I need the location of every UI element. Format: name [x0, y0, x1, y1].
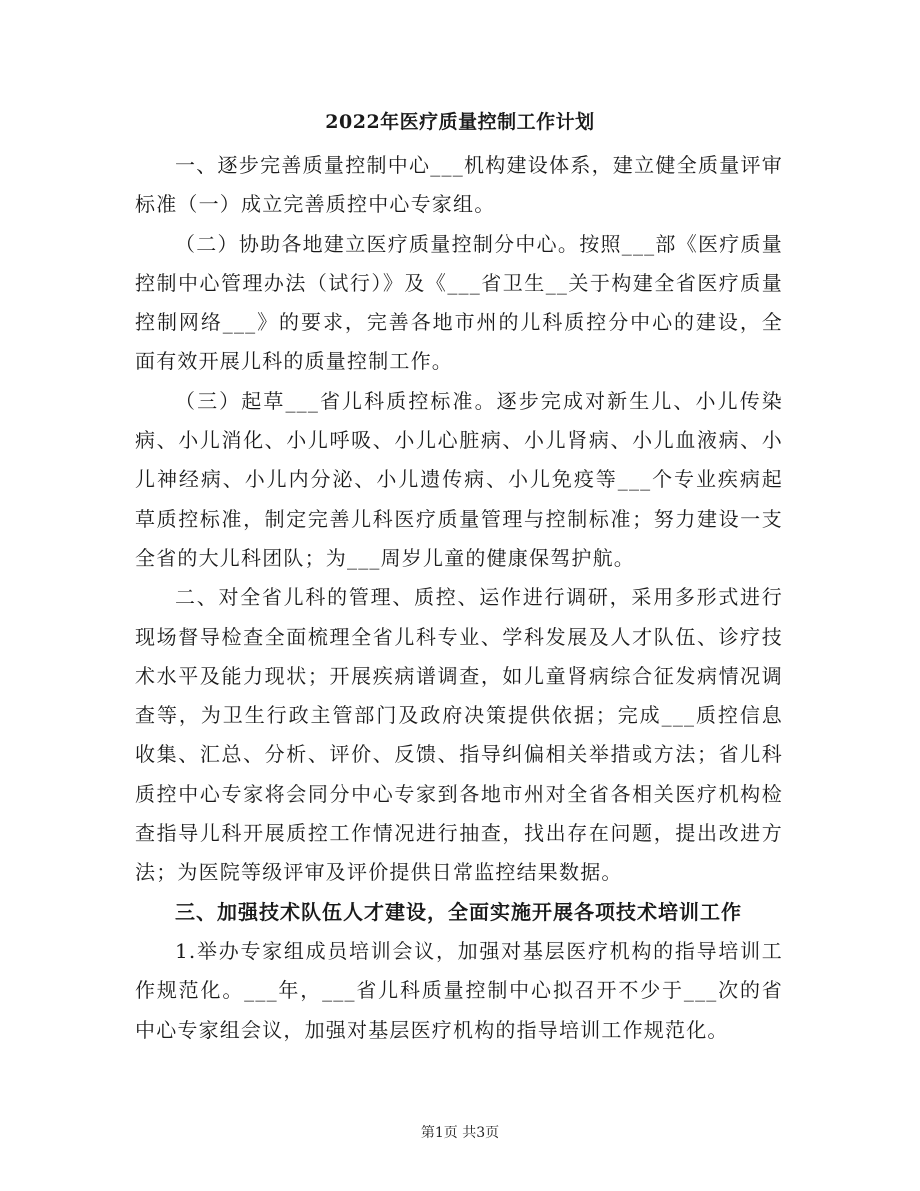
document-title: 2022年医疗质量控制工作计划: [325, 111, 595, 133]
paragraph-section-3-1: 1.举办专家组成员培训会议，加强对基层医疗机构的指导培训工作规范化。___年，___省儿科质量控制中心拟召开不少于___次的省中心专家组会议，加强对基层医疗机构的指导培训工作规范化。: [135, 938, 783, 1042]
paragraph-section-2: 二、对全省儿科的管理、质控、运作进行调研，采用多形式进行现场督导检查全面梳理全省儿科专业、学科发展及人才队伍、诊疗技术水平及能力现状；开展疾病谱调查，如儿童肾病综合征发病情况调查等，为卫生行政主管部门及政府决策提供依据；完成___质控信息收集、汇总、分析、评价、反馈、指导纠偏相关举措或方法；省儿科质控中心专家将会同分中心专家到各地市州对全省各相关医疗机构检查指导儿科开展质控工作情况进行抽查，找出存在问题，提出改进方法；为医院等级评审及评价提供日常监控结果数据。: [135, 585, 783, 885]
document-body: [135, 146, 783, 1050]
paragraph-section-1-3: （三）起草___省儿科质控标准。逐步完成对新生儿、小儿传染病、小儿消化、小儿呼吸、小儿心脏病、小儿肾病、小儿血液病、小儿神经病、小儿内分泌、小儿遗传病、小儿免疫等___个专业疾病起草质控标准，制定完善儿科医疗质量管理与控制标准；努力建设一支全省的大儿科团队；为___周岁儿童的健康保驾护航。: [135, 388, 783, 570]
section-3-heading: 三、加强技术队伍人才建设，全面实施开展各项技术培训工作: [175, 899, 742, 924]
paragraph-section-1: 一、逐步完善质量控制中心___机构建设体系，建立健全质量评审标准（一）成立完善质控中心专家组。: [135, 153, 783, 217]
paragraph-section-1-2: （二）协助各地建立医疗质量控制分中心。按照___部《医疗质量控制中心管理办法（试行）》及《___省卫生__关于构建全省医疗质量控制网络___》的要求，完善各地市州的儿科质控分中心的建设，全面有效开展儿科的质量控制工作。: [135, 231, 783, 374]
page-number-footer: 第1页 共3页: [420, 1125, 500, 1141]
